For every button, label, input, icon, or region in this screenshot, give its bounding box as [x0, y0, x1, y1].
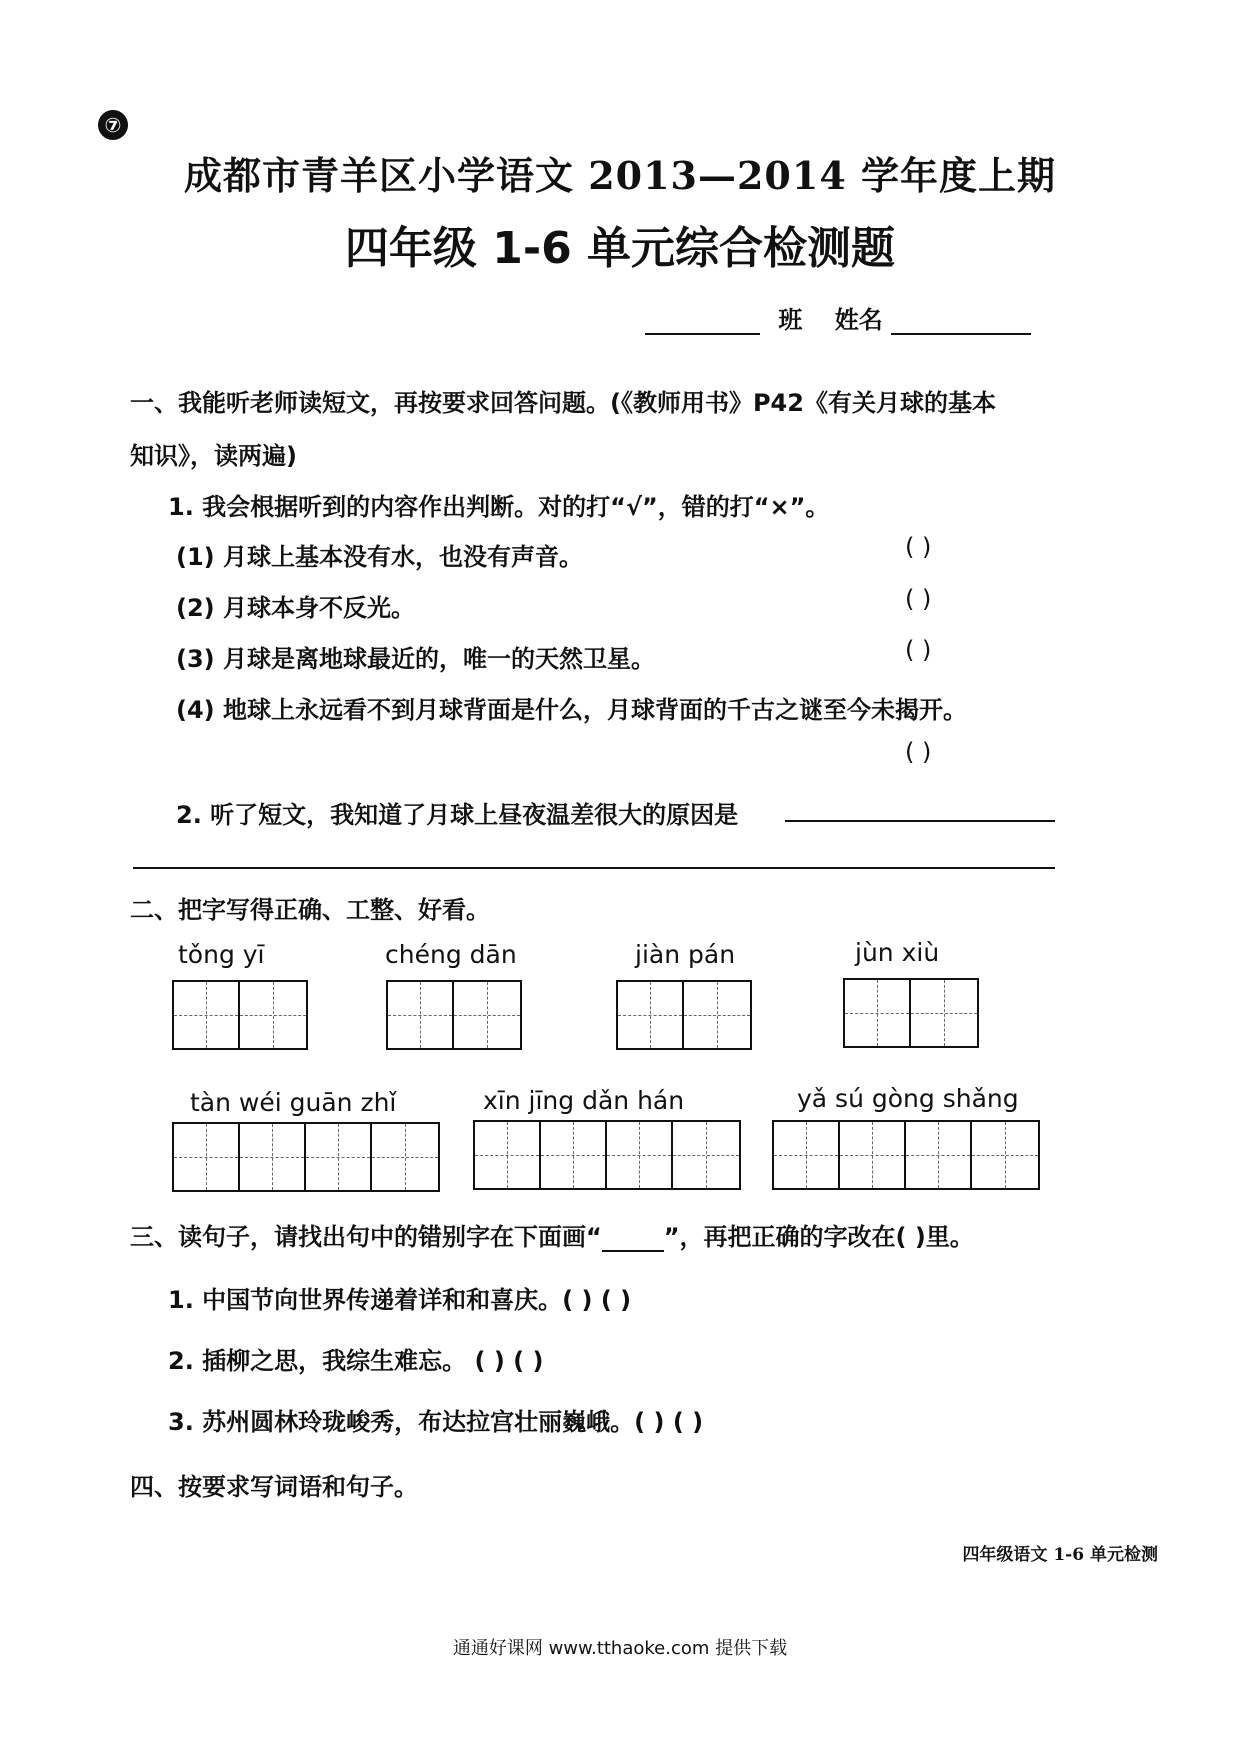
- grid-cell[interactable]: [906, 1122, 972, 1188]
- grid-cell[interactable]: [972, 1122, 1038, 1188]
- answer-line-q2-b[interactable]: [133, 867, 1055, 869]
- section1-heading: 一、我能听老师读短文，再按要求回答问题。(《教师用书》P42《有关月球的基本: [130, 389, 996, 417]
- grid-cell[interactable]: [174, 982, 240, 1048]
- section1-item-2: (2) 月球本身不反光。: [176, 594, 415, 622]
- section1-item-4: (4) 地球上永远看不到月球背面是什么，月球背面的千古之谜至今未揭开。: [176, 696, 967, 724]
- grid-cell[interactable]: [673, 1122, 739, 1188]
- answer-paren-3[interactable]: ( ): [905, 636, 932, 664]
- pinyin-xin-jing-dan-han: xīn jīng dǎn hán: [483, 1086, 685, 1115]
- class-label: 班: [778, 306, 803, 334]
- answer-line-q2-a[interactable]: [785, 820, 1055, 822]
- grid-cell[interactable]: [306, 1124, 372, 1190]
- corner-number-badge: ⑦: [98, 110, 128, 140]
- writing-grid-tan-wei-guan-zhi[interactable]: [172, 1122, 440, 1192]
- answer-paren-4[interactable]: ( ): [905, 738, 932, 766]
- section3-item-1: 1. 中国节向世界传递着详和和喜庆。( ) ( ): [168, 1286, 632, 1314]
- writing-grid-cheng-dan[interactable]: [386, 980, 522, 1050]
- grid-cell[interactable]: [240, 1124, 306, 1190]
- title-line-2: 四年级 1-6 单元综合检测题: [344, 223, 896, 274]
- class-blank[interactable]: [645, 305, 760, 335]
- answer-paren-2[interactable]: ( ): [905, 585, 932, 613]
- section3-heading-a: 三、读句子，请找出句中的错别字在下面画“: [130, 1223, 602, 1251]
- writing-grid-xin-jing-dan-han[interactable]: [473, 1120, 741, 1190]
- writing-grid-jian-pan[interactable]: [616, 980, 752, 1050]
- writing-grid-tong-yi[interactable]: [172, 980, 308, 1050]
- pinyin-tan-wei-guan-zhi: tàn wéi guān zhǐ: [190, 1088, 397, 1117]
- section1-item-3: (3) 月球是离地球最近的，唯一的天然卫星。: [176, 645, 655, 673]
- grid-cell[interactable]: [845, 980, 911, 1046]
- page-footer-note: 四年级语文 1-6 单元检测: [962, 1545, 1158, 1565]
- section1-heading-cont: 知识》，读两遍): [130, 442, 297, 470]
- section1-q1: 1. 我会根据听到的内容作出判断。对的打“√”，错的打“×”。: [168, 493, 830, 521]
- pinyin-cheng-dan: chéng dān: [385, 940, 517, 969]
- grid-cell[interactable]: [774, 1122, 840, 1188]
- grid-cell[interactable]: [388, 982, 454, 1048]
- source-footer: 通通好课网 www.tthaoke.com 提供下载: [452, 1638, 788, 1659]
- section3-heading: [130, 1217, 974, 1252]
- pinyin-jian-pan: jiàn pán: [635, 940, 736, 969]
- pinyin-ya-su-gong-shang: yǎ sú gòng shǎng: [797, 1084, 1019, 1113]
- section1-item-1: (1) 月球上基本没有水，也没有声音。: [176, 543, 583, 571]
- section3-heading-b: ”，再把正确的字改在( )里。: [663, 1223, 974, 1251]
- grid-cell[interactable]: [607, 1122, 673, 1188]
- grid-cell[interactable]: [454, 982, 520, 1048]
- class-name-row: [645, 300, 1031, 335]
- grid-cell[interactable]: [475, 1122, 541, 1188]
- pinyin-tong-yi: tǒng yī: [178, 940, 265, 969]
- grid-cell[interactable]: [684, 982, 750, 1048]
- section1-q2: 2. 听了短文，我知道了月球上昼夜温差很大的原因是: [176, 801, 739, 829]
- grid-cell[interactable]: [618, 982, 684, 1048]
- name-blank[interactable]: [891, 305, 1031, 335]
- grid-cell[interactable]: [372, 1124, 438, 1190]
- writing-grid-ya-su-gong-shang[interactable]: [772, 1120, 1040, 1190]
- section4-heading: 四、按要求写词语和句子。: [130, 1473, 418, 1501]
- name-label: 姓名: [834, 306, 883, 334]
- writing-grid-jun-xiu[interactable]: [843, 978, 979, 1048]
- pinyin-jun-xiu: jùn xiù: [855, 938, 940, 967]
- section3-item-2: 2. 插柳之思，我综生难忘。 ( ) ( ): [168, 1347, 544, 1375]
- grid-cell[interactable]: [911, 980, 977, 1046]
- grid-cell[interactable]: [840, 1122, 906, 1188]
- title-line-1: 成都市青羊区小学语文 2013—2014 学年度上期: [184, 153, 1056, 198]
- grid-cell[interactable]: [174, 1124, 240, 1190]
- grid-cell[interactable]: [541, 1122, 607, 1188]
- grid-cell[interactable]: [240, 982, 306, 1048]
- section2-heading: 二、把字写得正确、工整、好看。: [130, 896, 490, 924]
- underline-sample: [602, 1228, 664, 1252]
- section3-item-3: 3. 苏州圆林玲珑峻秀，布达拉宫壮丽巍峨。( ) ( ): [168, 1408, 704, 1436]
- answer-paren-1[interactable]: ( ): [905, 533, 932, 561]
